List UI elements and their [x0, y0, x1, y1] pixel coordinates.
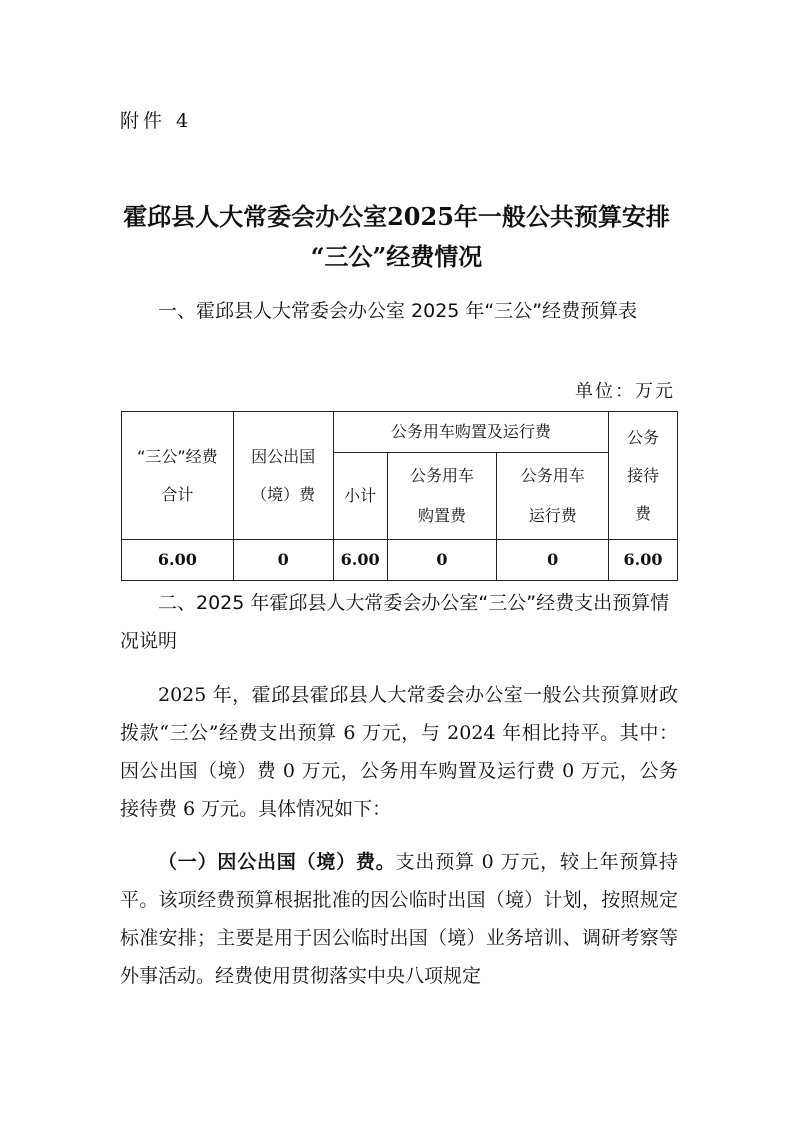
value-total: 6.00	[122, 540, 234, 581]
table-header-row	[122, 412, 678, 453]
header-abroad: 因公出国（境）费	[233, 412, 333, 540]
table-row	[122, 540, 678, 581]
header-vehicle-purchase: 公务用车购置费	[387, 453, 497, 540]
value-reception: 6.00	[609, 540, 678, 581]
document-title-line2: “三公”经费情况	[310, 242, 483, 271]
section2-paragraph1: 2025 年，霍邱县霍邱县人大常委会办公室一般公共预算财政拨款“三公”经费支出预算 6 万元，与 2024 年相比持平。其中：因公出国（境）费 0 万元，公务用车购置及运行费 0 万元，公务接待费 6 万元。具体情况如下：	[120, 684, 678, 820]
budget-table	[121, 411, 678, 581]
header-vehicle-group: 公务用车购置及运行费	[333, 412, 608, 453]
unit-label: 单位：万元	[575, 381, 675, 402]
document-title-line1: 霍邱县人大常委会办公室2025年一般公共预算安排	[123, 202, 670, 231]
value-subtotal: 6.00	[333, 540, 387, 581]
header-subtotal: 小计	[333, 453, 387, 540]
section1-heading: 一、霍邱县人大常委会办公室 2025 年“三公”经费预算表	[158, 300, 638, 322]
value-abroad: 0	[233, 540, 333, 581]
item1-text: 支出预算 0 万元，较上年预算持平。该项经费预算根据批准的因公临时出国（境）计划，按照规定标准安排；主要是用于因公临时出国（境）业务培训、调研考察等外事活动。经费使用贯彻落实中央八项规定	[120, 851, 678, 987]
section2-heading: 二、2025 年霍邱县人大常委会办公室“三公”经费支出预算情况说明	[120, 592, 670, 652]
attachment-label: 附件 4	[120, 110, 193, 132]
header-vehicle-operation: 公务用车运行费	[497, 453, 609, 540]
header-total: “三公”经费合计	[122, 412, 234, 540]
header-reception: 公务接待费	[609, 412, 678, 540]
section2-item1	[120, 843, 678, 995]
value-vehicle-operation: 0	[497, 540, 609, 581]
value-vehicle-purchase: 0	[387, 540, 497, 581]
item1-heading: （一）因公出国（境）费。	[158, 851, 396, 873]
